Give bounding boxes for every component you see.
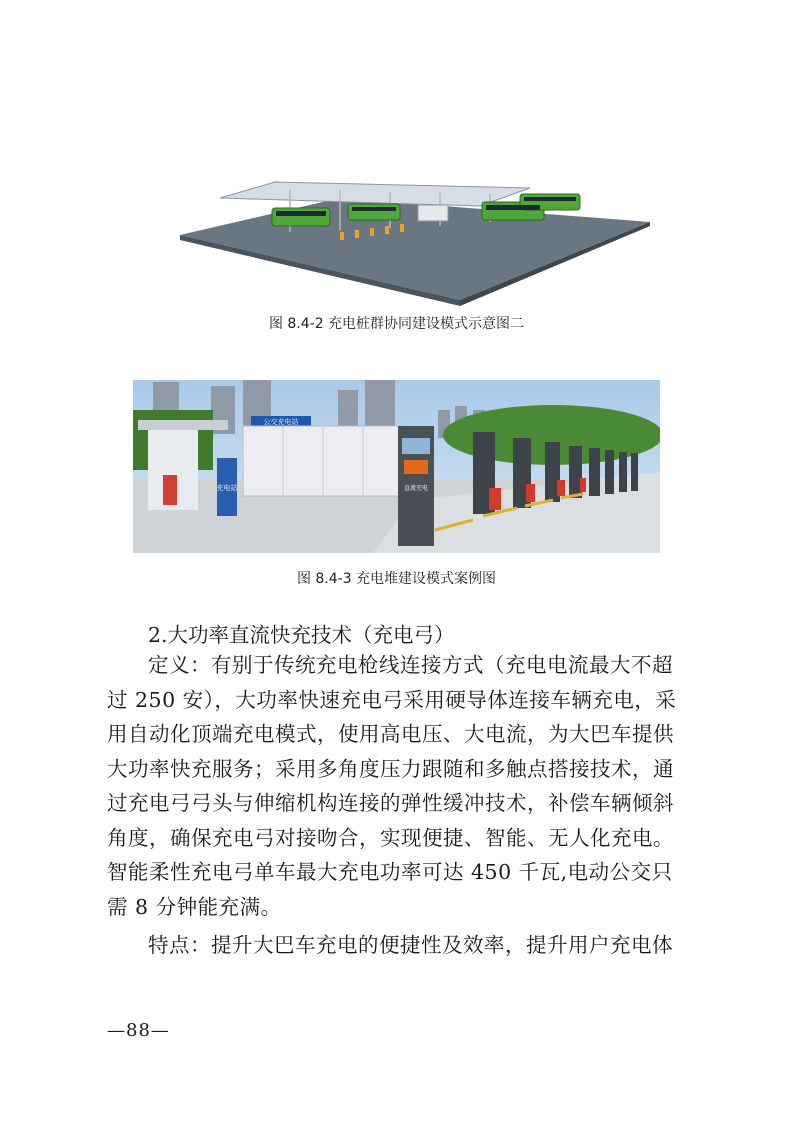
charging-stack-case-photo: [133, 380, 660, 553]
page-number: —88—: [107, 1020, 170, 1041]
pile-label-text: 直流充电: [403, 485, 429, 492]
feature-paragraph: 特点：提升大巴车充电的便捷性及效率，提升用户充电体: [148, 933, 673, 957]
definition-paragraph: 定义：有别于传统充电枪线连接方式（充电电流最大不超过 250 安），大功率快速充电弓采用硬导体连接车辆充电，采用自动化顶端充电模式，使用高电压、大电流，为大巴车提供大功率快充服务；采用多角度压力跟随和多触点搭接技术，通过充电弓弓头与伸缩机构连接的弹性缓冲技术，补偿车辆倾斜角度，确保充电弓对接吻合，实现便捷、智能、无人化充电。智能柔性充电弓单车最大充电功率可达 450 千瓦,电动公交只需 8 分钟能充满。: [107, 653, 677, 919]
station-sign-text: 充电站: [216, 484, 238, 492]
charging-pile-cluster-rendering: [180, 160, 650, 310]
roof-sign-text: 公交充电站: [263, 418, 299, 426]
figure2-caption: 图 8.4-3 充电堆建设模式案例图: [296, 571, 497, 587]
figure-photo: [133, 380, 660, 553]
figure1-caption: 图 8.4-2 充电桩群协同建设模式示意图二: [268, 316, 525, 332]
figure-rendering: [180, 160, 650, 310]
section-heading: 2.大功率直流快充技术（充电弓）: [148, 623, 455, 647]
section-body: [107, 648, 689, 963]
